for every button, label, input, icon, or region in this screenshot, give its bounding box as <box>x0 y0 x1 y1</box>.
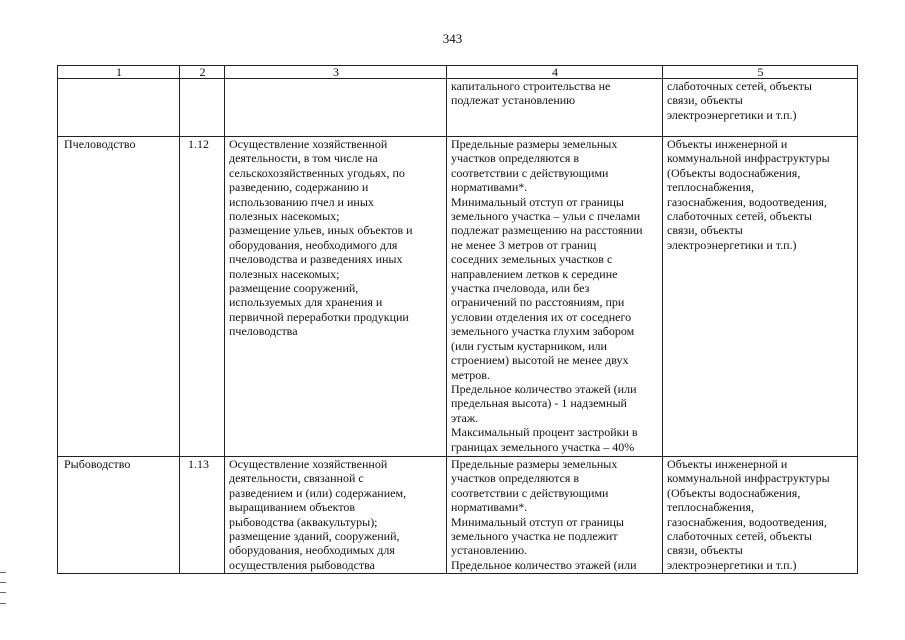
table-row <box>58 457 858 574</box>
column-header-3: 3 <box>225 66 447 79</box>
auxiliary-facilities-cell: Объекты инженерной и коммунальной инфраструктуры (Объекты водоснабжения, теплоснабжения, газоснабжения, водоотведения, слаботочных сетей, объекты связи, объекты электроэнергетики и т.п.) <box>663 137 858 457</box>
scan-margin-mark <box>0 572 6 604</box>
auxiliary-facilities-cell: слаботочных сетей, объекты связи, объекты электроэнергетики и т.п.) <box>663 79 858 137</box>
column-header-1: 1 <box>58 66 180 79</box>
use-description-cell: Осуществление хозяйственной деятельности, в том числе на сельскохозяйственных угодьях, по разведению, содержанию и использованию пчел и иных полезных насекомых; размещение ульев, иных объектов и оборудования, необходимого для пчеловодства и разведениях иных полезных насекомых; размещение сооружений, используемых для хранения и первичной переработки продукции пчеловодства <box>225 137 447 457</box>
column-header-5: 5 <box>663 66 858 79</box>
use-code-cell <box>180 79 225 137</box>
use-parameters-cell: капитального строительства не подлежат установлению <box>447 79 663 137</box>
auxiliary-facilities-cell: Объекты инженерной и коммунальной инфраструктуры (Объекты водоснабжения, теплоснабжения, газоснабжения, водоотведения, слаботочных сетей, объекты связи, объекты электроэнергетики и т.п.) <box>663 457 858 574</box>
table-row <box>58 137 858 457</box>
table-row <box>58 79 858 137</box>
column-header-4: 4 <box>447 66 663 79</box>
use-name-cell: Рыбоводство <box>58 457 180 574</box>
use-name-cell <box>58 79 180 137</box>
use-parameters-cell: Предельные размеры земельных участков определяются в соответствии с действующими нормативами*. Минимальный отступ от границы земельного участка не подлежит установлению. Предельное количество этажей (или <box>447 457 663 574</box>
land-use-table <box>57 65 858 574</box>
use-name-cell: Пчеловодство <box>58 137 180 457</box>
use-parameters-cell: Предельные размеры земельных участков определяются в соответствии с действующими нормативами*. Минимальный отступ от границы земельного участка – ульи с пчелами подлежат размещению на расстоянии не менее 3 метров от границ соседних земельных участков с направлением летков к середине участка пчеловода, или без ограничений по расстояниям, при условии отделения их от соседнего земельного участка глухим забором (или густым кустарником, или строением) высотой не менее двух метров. Предельное количество этажей (или предельная высота) - 1 надземный этаж. Максимальный процент застройки в границах земельного участка – 40% <box>447 137 663 457</box>
column-header-2: 2 <box>180 66 225 79</box>
page-number: 343 <box>442 31 463 46</box>
use-code-cell: 1.13 <box>180 457 225 574</box>
use-code-cell: 1.12 <box>180 137 225 457</box>
use-description-cell: Осуществление хозяйственной деятельности, связанной с разведением и (или) содержанием, выращиванием объектов рыбоводства (аквакультуры); размещение зданий, сооружений, оборудования, необходимых для осуществления рыбоводства <box>225 457 447 574</box>
use-description-cell <box>225 79 447 137</box>
column-number-row <box>58 66 858 79</box>
